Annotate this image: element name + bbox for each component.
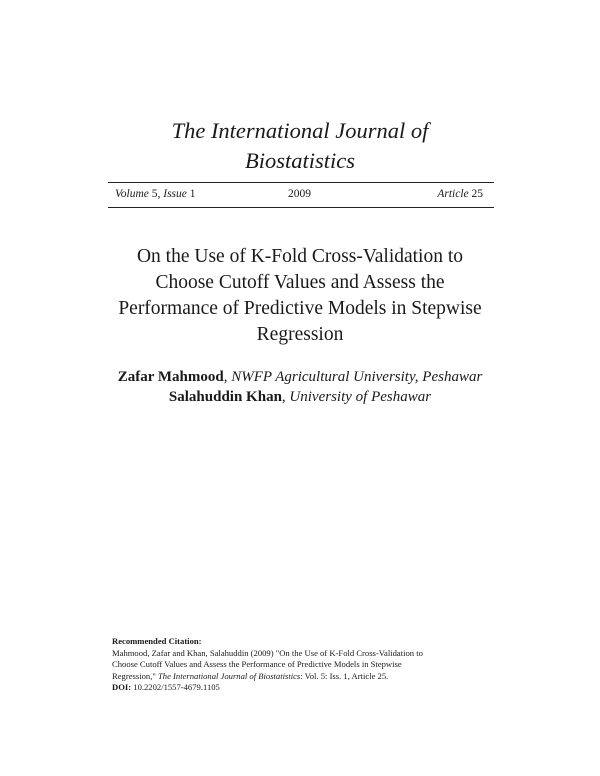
issue-year: 2009: [288, 188, 311, 200]
paper-title-line-3: Performance of Predictive Models in Stepwise: [118, 298, 482, 319]
author-name: Salahuddin Khan: [168, 389, 282, 405]
issue-info-row: [115, 186, 483, 202]
issue-number: 1: [189, 188, 196, 200]
journal-title-line-1: The International Journal of: [171, 118, 429, 143]
article-info: [437, 186, 483, 202]
paper-title-line-4: Regression: [256, 324, 344, 345]
doi-label: DOI:: [112, 682, 132, 693]
author-list: [0, 367, 600, 407]
author-1: Zafar Mahmood, NWFP Agricultural University, Peshawar: [117, 369, 483, 385]
citation-line-3-prefix: Regression,": [112, 670, 158, 681]
citation-line-1: Mahmood, Zafar and Khan, Salahuddin (2009) "On the Use of K-Fold Cross-Validation to: [112, 647, 423, 658]
citation-line-2: Choose Cutoff Values and Assess the Performance of Predictive Models in Stepwise: [112, 659, 402, 670]
citation-journal-name: The International Journal of Biostatistics: [158, 670, 301, 681]
author-affiliation: NWFP Agricultural University, Peshawar: [231, 369, 483, 385]
journal-title: [0, 116, 600, 176]
citation-line-3-suffix: : Vol. 5: Iss. 1, Article 25.: [300, 670, 389, 681]
issue-top-rule: [108, 182, 494, 183]
citation-doi: [112, 682, 512, 694]
volume-issue-info: Volume 5, Issue 1: [115, 188, 196, 200]
article-number: 25: [471, 188, 483, 200]
citation-heading: Recommended Citation:: [112, 636, 202, 646]
paper-title-line-1: On the Use of K-Fold Cross-Validation to: [136, 246, 464, 267]
article-label: Article: [437, 188, 469, 200]
paper-title-line-2: Choose Cutoff Values and Assess the: [155, 272, 445, 293]
recommended-citation: [112, 636, 512, 694]
doi-value[interactable]: 10.2202/1557-4679.1105: [133, 682, 220, 693]
issue-bottom-rule: [108, 207, 494, 208]
volume-number: 5: [151, 188, 158, 200]
paper-title: [60, 244, 540, 348]
author-name: Zafar Mahmood: [117, 369, 224, 385]
author-affiliation: University of Peshawar: [289, 389, 432, 405]
volume-label: Volume: [115, 188, 149, 200]
author-2: Salahuddin Khan, University of Peshawar: [168, 389, 432, 405]
citation-line-3: [112, 671, 512, 683]
issue-label: Issue: [163, 188, 187, 200]
journal-title-line-2: Biostatistics: [244, 148, 355, 173]
